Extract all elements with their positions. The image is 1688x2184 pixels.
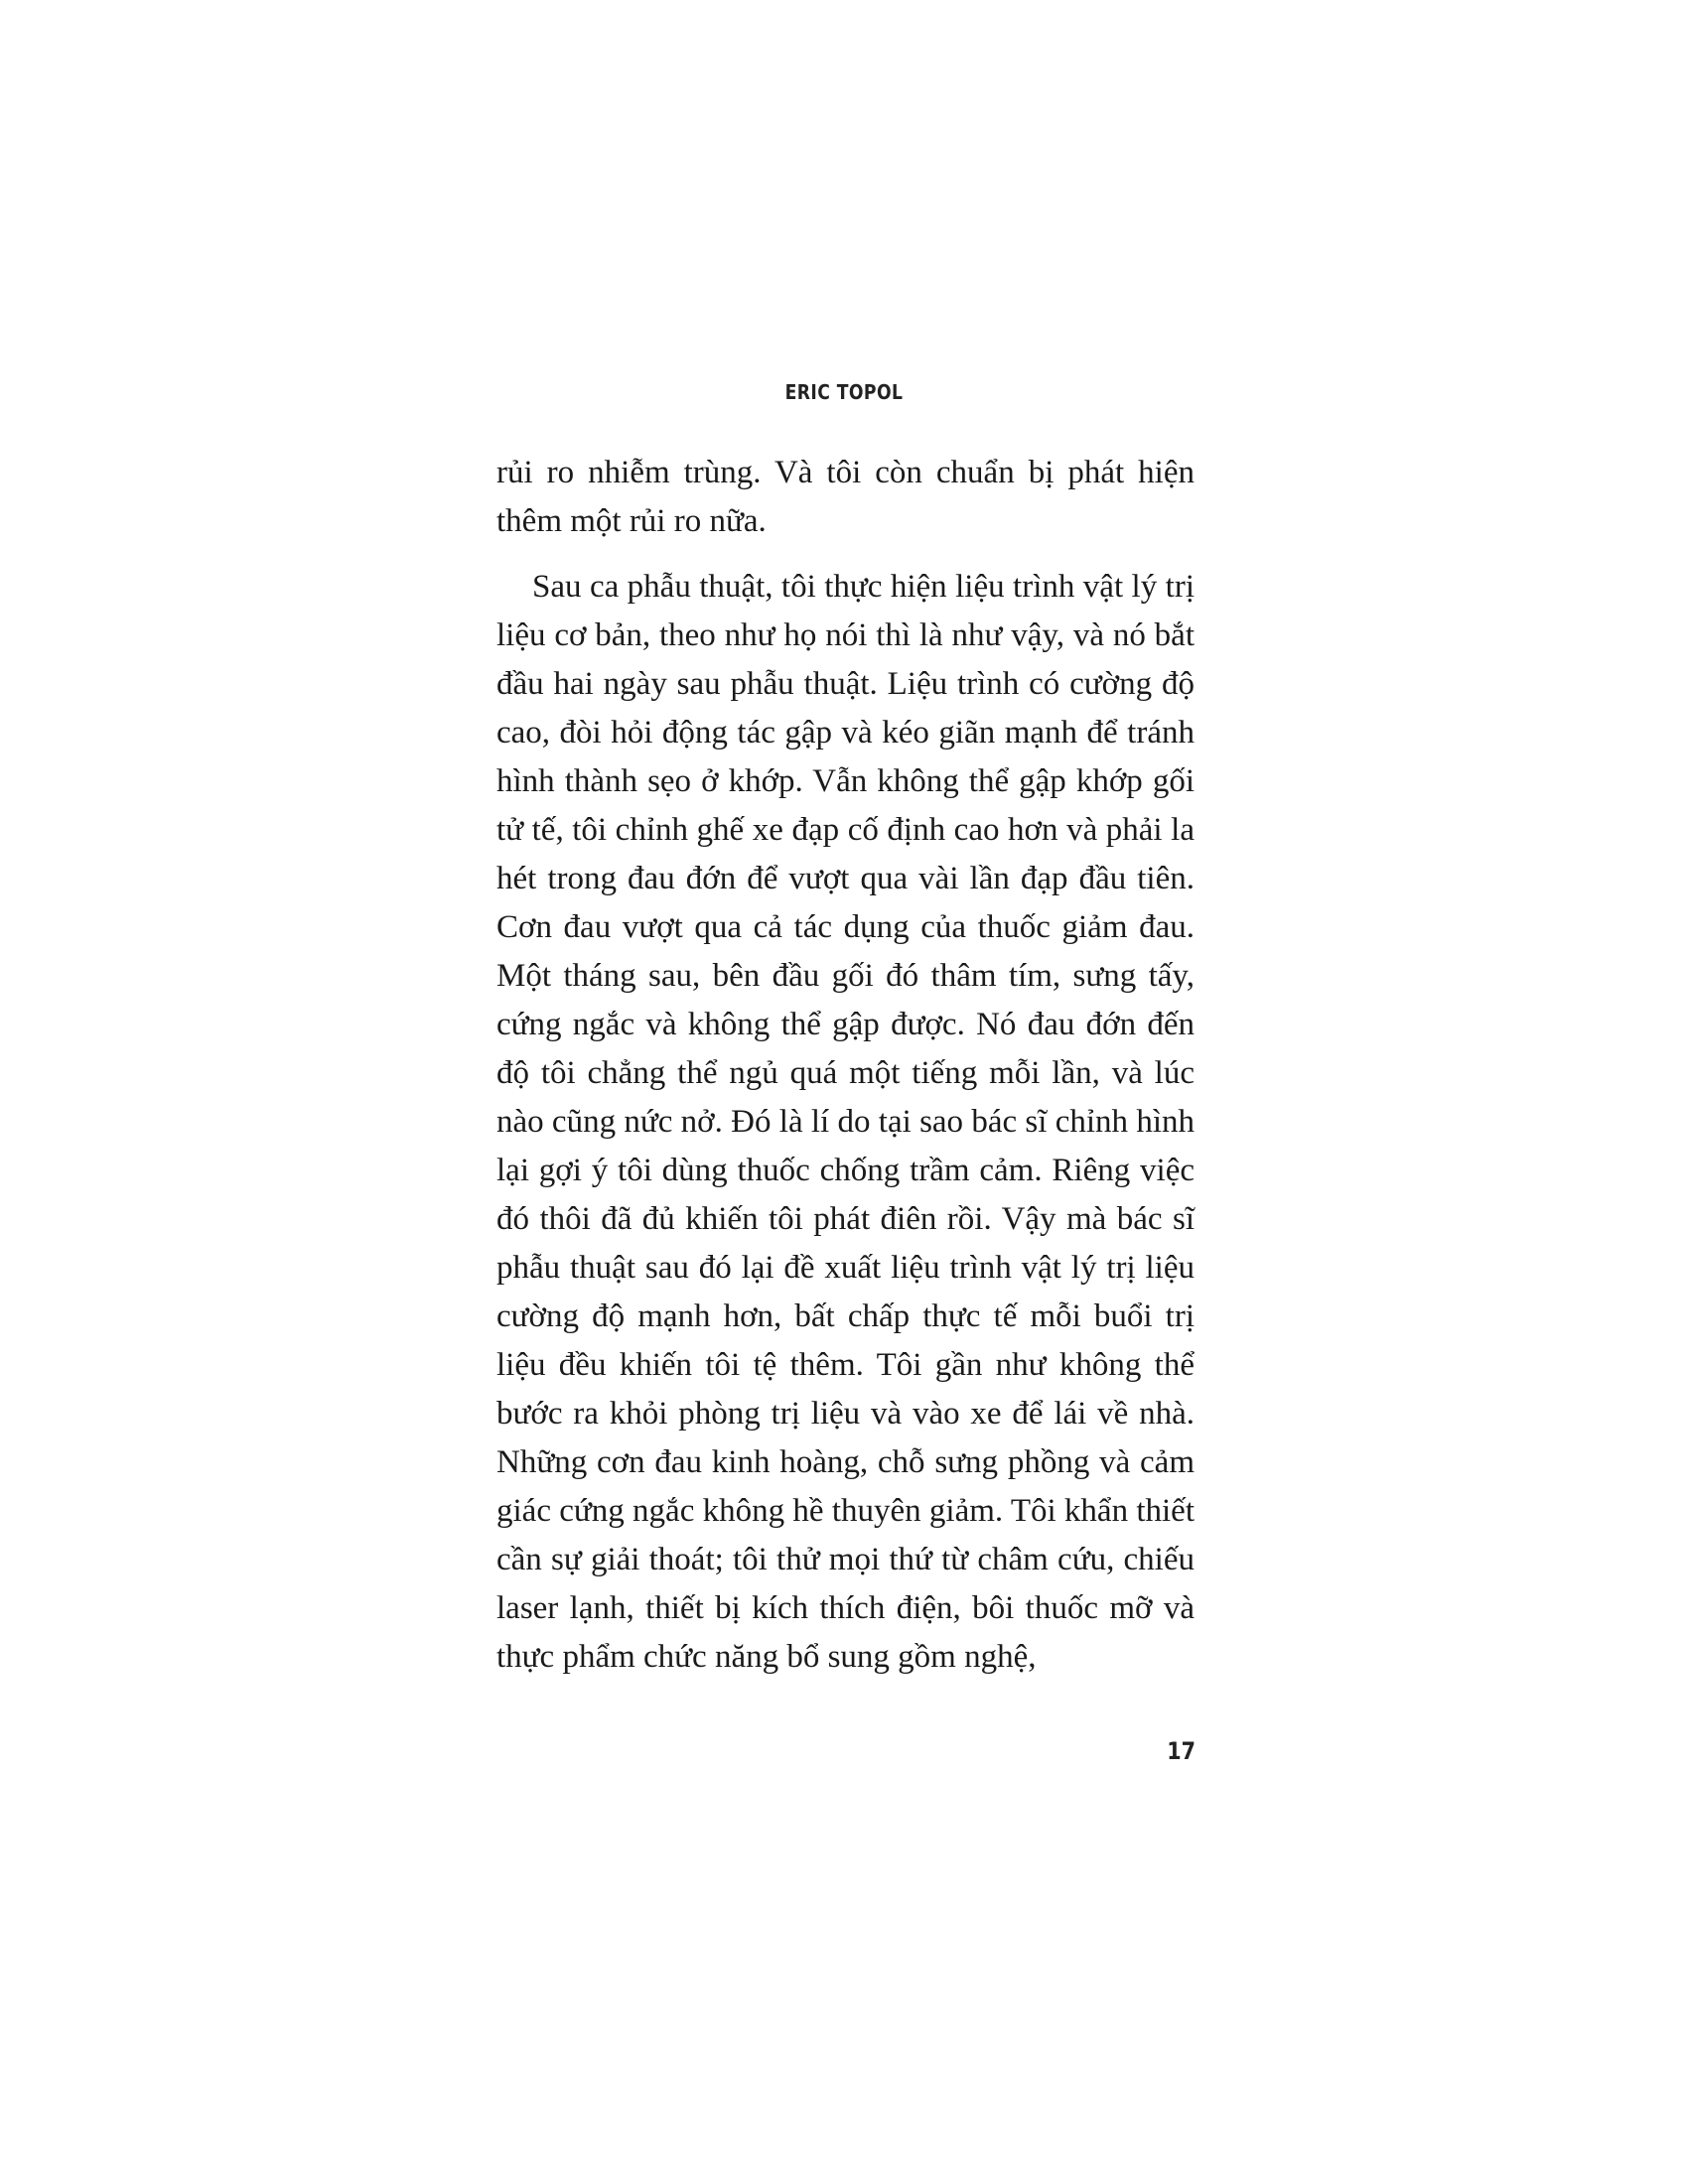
paragraph-continued: rủi ro nhiễm trùng. Và tôi còn chuẩn bị phát hiện thêm một rủi ro nữa. — [496, 455, 1195, 539]
page-number: 17 — [1167, 1737, 1196, 1765]
running-header: ERIC TOPOL — [784, 380, 904, 404]
paragraph: Sau ca phẫu thuật, tôi thực hiện liệu trình vật lý trị liệu cơ bản, theo như họ nói thì là như vậy, và nó bắt đầu hai ngày sau phẫu thuật. Liệu trình có cường độ cao, đòi hỏi động tác gập và kéo giãn mạnh để tránh hình thành sẹo ở khớp. Vẫn không thể gập khớp gối tử tế, tôi chỉnh ghế xe đạp cố định cao hơn và phải la hét trong đau đớn để vượt qua vài lần đạp đầu tiên. Cơn đau vượt qua cả tác dụng của thuốc giảm đau. Một tháng sau, bên đầu gối đó thâm tím, sưng tấy, cứng ngắc và không thể gập được. Nó đau đớn đến độ tôi chẳng thể ngủ quá một tiếng mỗi lần, và lúc nào cũng nức nở. Đó là lí do tại sao bác sĩ chỉnh hình lại gợi ý tôi dùng thuốc chống trầm cảm. Riêng việc đó thôi đã đủ khiến tôi phát điên rồi. Vậy mà bác sĩ phẫu thuật sau đó lại đề xuất liệu trình vật lý trị liệu cường độ mạnh hơn, bất chấp thực tế mỗi buổi trị liệu đều khiến tôi tệ thêm. Tôi gần như không thể bước ra khỏi phòng trị liệu và vào xe để lái về nhà. Những cơn đau kinh hoàng, chỗ sưng phồng và cảm giác cứng ngắc không hề thuyên giảm. Tôi khẩn thiết cần sự giải thoát; tôi thử mọi thứ từ châm cứu, chiếu laser lạnh, thiết bị kích thích điện, bôi thuốc mỡ và thực phẩm chức năng bổ sung gồm nghệ, — [496, 569, 1195, 1675]
body-text — [496, 449, 1195, 1682]
